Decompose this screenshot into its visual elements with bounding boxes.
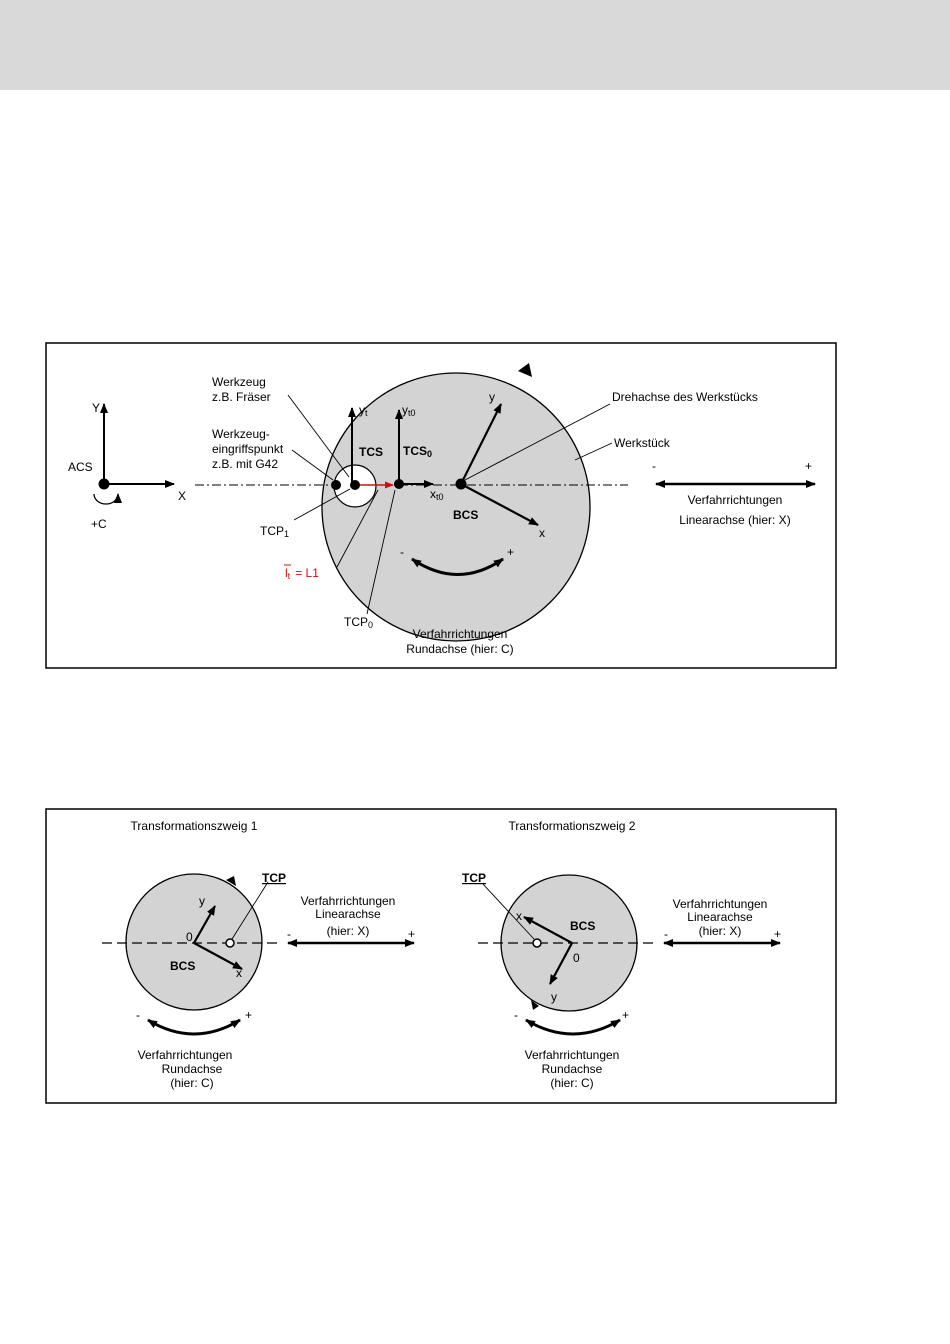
acs-y-label: Y xyxy=(92,401,101,415)
branch-2-rotary-label-3: (hier: C) xyxy=(550,1076,594,1090)
yt0-label: yt0 xyxy=(402,403,416,418)
branch-2-tcp-label: TCP xyxy=(462,871,486,885)
bcs-y-label: y xyxy=(489,390,495,404)
branch-1-rotary-label-1: Verfahrrichtungen xyxy=(137,1048,233,1062)
branch-1-linear-label-2: Linearachse xyxy=(315,907,381,921)
branch-2-zero-label: 0 xyxy=(573,951,580,965)
branch-1-rotary-plus: + xyxy=(245,1008,253,1022)
branch-2-rotary-minus: - xyxy=(514,1008,518,1022)
tool-example-label: z.B. Fräser xyxy=(212,390,271,404)
workpiece-label: Werkstück xyxy=(614,436,670,450)
contact-label-3: z.B. mit G42 xyxy=(212,457,279,471)
tool-label: Werkzeug xyxy=(212,375,266,389)
rotary-plus: + xyxy=(507,545,515,559)
tcp1-point xyxy=(350,480,360,490)
branch-2-linear-label-2: Linearachse xyxy=(687,910,753,924)
branch-2-linear-label-3: (hier: X) xyxy=(698,924,742,938)
rotary-label-1: Verfahrrichtungen xyxy=(412,627,508,641)
contact-label-2: eingriffspunkt xyxy=(212,442,284,456)
tcp0-point xyxy=(394,479,404,489)
branch-2-x-label: x xyxy=(516,909,522,923)
tcp1-label: TCP1 xyxy=(260,524,290,539)
rotary-label-2: Rundachse (hier: C) xyxy=(406,642,514,656)
tcs-label: TCS xyxy=(359,445,383,459)
branch-1-tcp-point xyxy=(226,939,234,947)
bcs-origin xyxy=(456,479,467,490)
linear-plus: + xyxy=(805,459,813,473)
rotary-minus: - xyxy=(400,545,404,559)
branch-1-tcp-label: TCP xyxy=(262,871,286,885)
branch-1-linear-label-3: (hier: X) xyxy=(326,924,370,938)
branch-1-linear-minus: - xyxy=(287,927,291,941)
branch-2-rotary-arrow xyxy=(526,1020,620,1034)
bcs-label: BCS xyxy=(453,508,479,522)
branch-1-rotary-arrow xyxy=(148,1020,240,1034)
branch-2-rotary-plus: + xyxy=(622,1008,630,1022)
lt-label: lt = L1 xyxy=(285,566,319,581)
branch-2-rotary-label-1: Verfahrrichtungen xyxy=(524,1048,620,1062)
linear-label-2: Linearachse (hier: X) xyxy=(679,513,791,527)
branch-2-y-label: y xyxy=(551,990,557,1004)
branch-1-title: Transformationszweig 1 xyxy=(130,819,258,833)
branch-1-bcs-label: BCS xyxy=(170,959,196,973)
tcs0-label: TCS0 xyxy=(403,444,433,459)
contact-point xyxy=(331,480,341,490)
branch-2-linear-label-1: Verfahrrichtungen xyxy=(672,897,768,911)
branch-2-title: Transformationszweig 2 xyxy=(508,819,636,833)
branch-1-rotary-label-3: (hier: C) xyxy=(170,1076,214,1090)
acs-axes xyxy=(94,404,174,504)
branch-1-zero-label: 0 xyxy=(186,930,193,944)
branch-1-linear-plus: + xyxy=(408,927,416,941)
acs-x-label: X xyxy=(178,489,187,503)
branch-1-linear-label-1: Verfahrrichtungen xyxy=(300,894,396,908)
xt0-label: xt0 xyxy=(430,487,444,502)
yt-label: yt xyxy=(359,403,368,418)
contact-label-1: Werkzeug- xyxy=(212,427,270,441)
bcs-x-label: x xyxy=(539,526,545,540)
branch-2-linear-minus: - xyxy=(664,927,668,941)
branch-1-rotary-minus: - xyxy=(136,1008,140,1022)
branch-2-rotary-label-2: Rundachse xyxy=(541,1062,603,1076)
branch-1-rotary-label-2: Rundachse xyxy=(161,1062,223,1076)
linear-label-1: Verfahrrichtungen xyxy=(687,493,783,507)
branch-1-y-label: y xyxy=(199,894,205,908)
branch-2-bcs-label: BCS xyxy=(570,919,596,933)
acs-label: ACS xyxy=(68,460,93,474)
acs-c-label: +C xyxy=(91,517,107,531)
linear-minus: - xyxy=(652,459,656,473)
branch-1-x-label: x xyxy=(236,966,242,980)
rotation-axis-label: Drehachse des Werkstücks xyxy=(612,390,758,404)
tcp0-label: TCP0 xyxy=(344,615,374,630)
branch-2-tcp-point xyxy=(533,939,541,947)
branch-2-linear-plus: + xyxy=(774,927,782,941)
